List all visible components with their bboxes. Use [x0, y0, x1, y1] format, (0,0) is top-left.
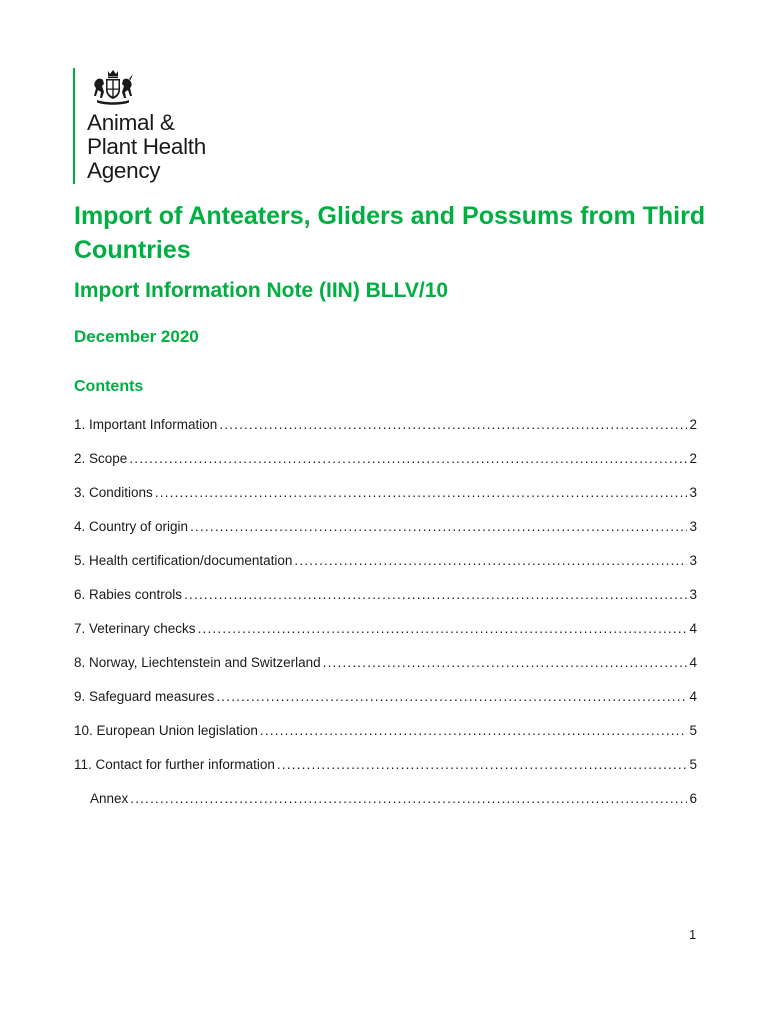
- document-date: December 2020: [74, 327, 199, 346]
- toc-item[interactable]: [74, 483, 697, 517]
- toc-item-label: 3. Conditions: [74, 485, 153, 500]
- toc-item-page: 5: [689, 757, 697, 772]
- toc-leader-dots: [216, 687, 687, 707]
- agency-name-line-3: Agency: [87, 158, 161, 183]
- toc-leader-dots: [277, 755, 688, 775]
- toc-item-page: 2: [689, 451, 697, 466]
- toc-item[interactable]: [74, 687, 697, 721]
- toc-leader-dots: [129, 449, 687, 469]
- document-title: Import of Anteaters, Gliders and Possums from Third Countries: [74, 202, 706, 264]
- toc-item-label: 8. Norway, Liechtenstein and Switzerland: [74, 655, 321, 670]
- toc-item-page: 3: [689, 587, 697, 602]
- royal-coat-of-arms-icon: [91, 68, 135, 106]
- agency-name-line-1: Animal &: [87, 110, 175, 135]
- table-of-contents: [74, 415, 697, 823]
- toc-item[interactable]: [74, 415, 697, 449]
- toc-leader-dots: [184, 585, 687, 605]
- toc-item-page: 6: [689, 791, 697, 806]
- toc-item[interactable]: [74, 551, 697, 585]
- toc-item-label: Annex: [90, 791, 129, 806]
- agency-name: [87, 111, 206, 183]
- toc-item-label: 1. Important Information: [74, 417, 218, 432]
- toc-leader-dots: [294, 551, 687, 571]
- toc-leader-dots: [190, 517, 687, 537]
- toc-leader-dots: [130, 789, 687, 809]
- toc-item[interactable]: [74, 653, 697, 687]
- toc-item-page: 5: [689, 723, 697, 738]
- toc-item-label: 6. Rabies controls: [74, 587, 183, 602]
- toc-item[interactable]: [74, 449, 697, 483]
- toc-item-label: 10. European Union legislation: [74, 723, 258, 738]
- toc-item-label: 11. Contact for further information: [74, 757, 275, 772]
- toc-item-label: 5. Health certification/documentation: [74, 553, 293, 568]
- toc-item-label: 2. Scope: [74, 451, 128, 466]
- toc-item[interactable]: [74, 517, 697, 551]
- toc-item-label: 4. Country of origin: [74, 519, 189, 534]
- toc-item-page: 3: [689, 485, 697, 500]
- toc-item[interactable]: [74, 789, 697, 823]
- agency-logo: [73, 68, 206, 184]
- contents-heading: Contents: [74, 378, 144, 395]
- toc-leader-dots: [155, 483, 688, 503]
- toc-leader-dots: [260, 721, 688, 741]
- toc-item-page: 4: [689, 621, 697, 636]
- page-number: 1: [689, 927, 697, 942]
- toc-item-page: 3: [689, 519, 697, 534]
- toc-item-page: 4: [689, 689, 697, 704]
- toc-item-page: 3: [689, 553, 697, 568]
- toc-leader-dots: [219, 415, 687, 435]
- toc-leader-dots: [198, 619, 688, 639]
- toc-item-label: 9. Safeguard measures: [74, 689, 215, 704]
- toc-item[interactable]: [74, 585, 697, 619]
- agency-name-line-2: Plant Health: [87, 134, 206, 159]
- toc-item[interactable]: [74, 619, 697, 653]
- toc-item-label: 7. Veterinary checks: [74, 621, 196, 636]
- toc-item[interactable]: [74, 755, 697, 789]
- toc-leader-dots: [323, 653, 688, 673]
- toc-item-page: 2: [689, 417, 697, 432]
- toc-item[interactable]: [74, 721, 697, 755]
- toc-item-page: 4: [689, 655, 697, 670]
- document-subtitle: Import Information Note (IIN) BLLV/10: [74, 279, 449, 302]
